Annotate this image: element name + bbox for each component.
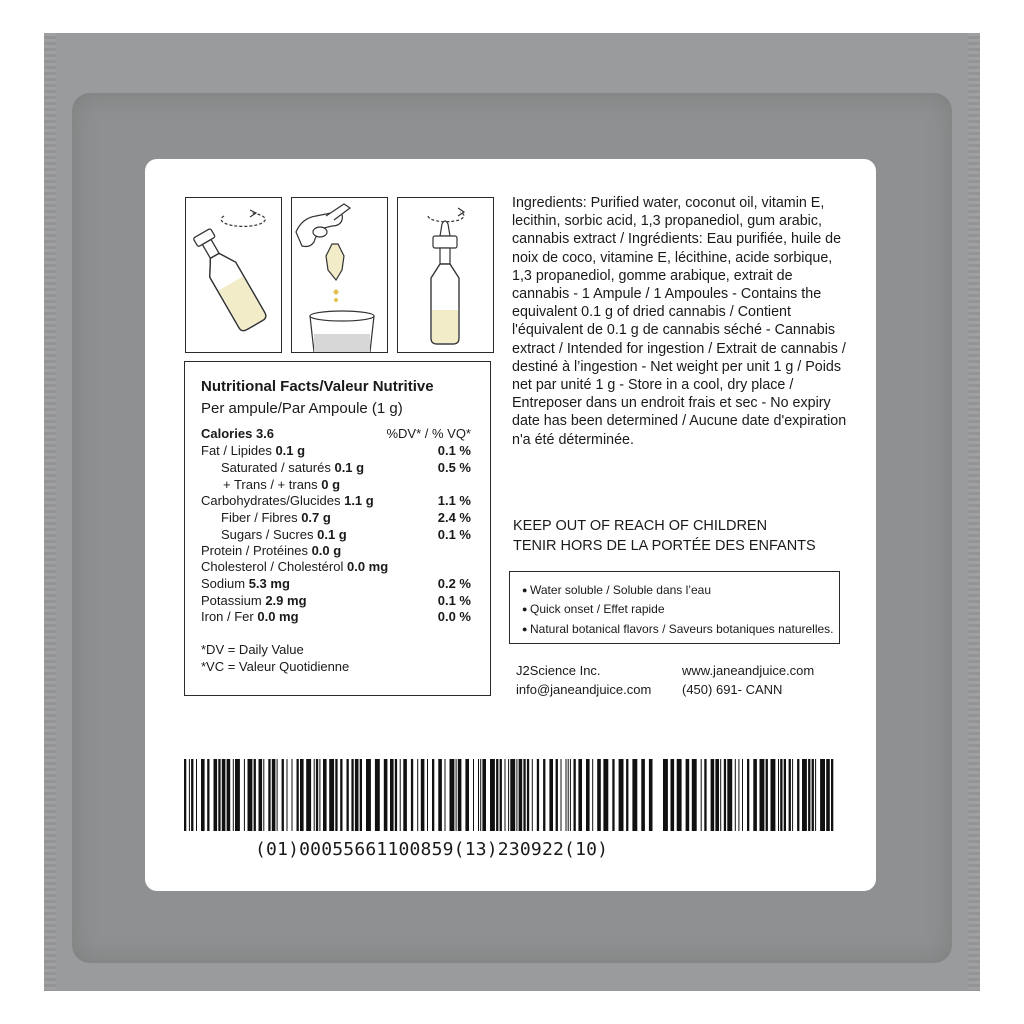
barcode-bar: [319, 759, 320, 831]
barcode-bar: [432, 759, 434, 831]
barcode-bar: [641, 759, 645, 831]
barcode-bar: [189, 759, 190, 831]
step-3-twist-cap-icon: [397, 197, 494, 353]
barcode-bar: [235, 759, 240, 831]
barcode-bar: [259, 759, 263, 831]
barcode-number: (01)00055661100859(13)230922(10): [255, 839, 609, 860]
barcode-bar: [808, 759, 810, 831]
barcode-bar: [704, 759, 706, 831]
barcode-bar: [277, 759, 278, 831]
barcode-bar: [323, 759, 327, 831]
barcode-bar: [735, 759, 736, 831]
barcode-bar: [753, 759, 757, 831]
barcode-bar: [395, 759, 397, 831]
barcode-bar: [196, 759, 197, 831]
barcode-bar: [537, 759, 539, 831]
barcode-bar: [780, 759, 782, 831]
barcode-bar: [458, 759, 462, 831]
seal-edge-left: [44, 33, 56, 991]
barcode-bar: [692, 759, 697, 831]
barcode-bar: [480, 759, 481, 831]
barcode-bar: [184, 759, 186, 831]
barcode-bar: [218, 759, 220, 831]
barcode-bar: [306, 759, 311, 831]
barcode-bar: [578, 759, 582, 831]
barcode-bar: [802, 759, 807, 831]
barcode-bar: [532, 759, 533, 831]
bullet-icon: ●: [522, 585, 528, 595]
barcode-bar: [543, 759, 545, 831]
barcode-bar: [671, 759, 675, 831]
bullet-icon: ●: [522, 604, 528, 614]
barcode-bar: [282, 759, 284, 831]
barcode-bar: [701, 759, 702, 831]
barcode-bar: [351, 759, 353, 831]
barcode-bar: [214, 759, 218, 831]
barcode-bar: [400, 759, 401, 831]
nutrition-row-calories: Calories 3.6 %DV* / % VQ*: [201, 426, 471, 441]
nutrition-row-saturated: Saturated / saturés 0.1 g 0.5 %: [221, 460, 471, 475]
barcode-bar: [549, 759, 553, 831]
barcode: [184, 759, 836, 831]
barcode-bar: [411, 759, 413, 831]
barcode-bar: [421, 759, 425, 831]
barcode-bar: [366, 759, 371, 831]
barcode-bar: [427, 759, 428, 831]
nutrition-row-fiber: Fiber / Fibres 0.7 g 2.4 %: [221, 510, 471, 525]
nutrition-row-carbohydrates: Carbohydrates/Glucides 1.1 g 1.1 %: [201, 493, 471, 508]
barcode-bar: [287, 759, 288, 831]
barcode-bar: [826, 759, 830, 831]
barcode-bar: [272, 759, 276, 831]
nutrition-title: Nutritional Facts/Valeur Nutritive: [201, 378, 434, 395]
barcode-bar: [792, 759, 793, 831]
nutrition-facts-table: [184, 361, 491, 696]
barcode-bar: [201, 759, 205, 831]
barcode-bar: [663, 759, 668, 831]
barcode-bar: [473, 759, 474, 831]
barcode-bar: [619, 759, 624, 831]
barcode-bar: [505, 759, 506, 831]
barcode-bar: [527, 759, 529, 831]
barcode-bar: [297, 759, 299, 831]
barcode-bar: [292, 759, 293, 831]
barcode-bar: [570, 759, 571, 831]
barcode-bar: [478, 759, 479, 831]
barcode-bar: [771, 759, 776, 831]
barcode-bar: [445, 759, 446, 831]
barcode-bar: [612, 759, 614, 831]
nutrition-row-sodium: Sodium 5.3 mg 0.2 %: [201, 576, 471, 591]
barcode-bar: [438, 759, 442, 831]
barcode-bar: [784, 759, 786, 831]
barcode-bar: [586, 759, 590, 831]
barcode-bar: [508, 759, 509, 831]
serving-size: Per ampule/Par Ampoule (1 g): [201, 400, 403, 417]
barcode-bar: [574, 759, 576, 831]
barcode-bar: [329, 759, 334, 831]
barcode-bar: [597, 759, 601, 831]
barcode-bar: [490, 759, 495, 831]
barcode-bar: [561, 759, 562, 831]
barcode-bar: [355, 759, 359, 831]
contact-phone: (450) 691- CANN: [682, 682, 783, 697]
barcode-bar: [831, 759, 833, 831]
barcode-bar: [510, 759, 515, 831]
barcode-bar: [465, 759, 469, 831]
barcode-bar: [649, 759, 653, 831]
barcode-bar: [715, 759, 719, 831]
barcode-bar: [556, 759, 558, 831]
step-1-twist-icon: [185, 197, 282, 353]
barcode-bar: [316, 759, 318, 831]
barcode-bar: [778, 759, 779, 831]
barcode-bar: [500, 759, 502, 831]
barcode-bar: [207, 759, 209, 831]
child-warning-fr: TENIR HORS DE LA PORTÉE DES ENFANTS: [513, 538, 816, 554]
barcode-bar: [592, 759, 593, 831]
bullet-icon: ●: [522, 624, 528, 634]
barcode-bar: [300, 759, 304, 831]
child-warning-en: KEEP OUT OF REACH OF CHILDREN: [513, 518, 768, 534]
barcode-bar: [263, 759, 264, 831]
barcode-bar: [711, 759, 715, 831]
barcode-bar: [390, 759, 394, 831]
barcode-bar: [677, 759, 682, 831]
barcode-bar: [482, 759, 486, 831]
barcode-bar: [456, 759, 457, 831]
barcode-bar: [603, 759, 608, 831]
barcode-bar: [720, 759, 721, 831]
barcode-bar: [727, 759, 732, 831]
barcode-bar: [815, 759, 816, 831]
barcode-bar: [523, 759, 525, 831]
barcode-bar: [254, 759, 256, 831]
barcode-bar: [738, 759, 739, 831]
barcode-bar: [268, 759, 270, 831]
seal-edge-right: [968, 33, 980, 991]
nutrition-note-vc: *VC = Valeur Quotidienne: [201, 659, 350, 674]
nutrition-note-dv: *DV = Daily Value: [201, 642, 304, 657]
barcode-bar: [789, 759, 791, 831]
nutrition-row-fat: Fat / Lipides 0.1 g 0.1 %: [201, 443, 471, 458]
barcode-bar: [347, 759, 349, 831]
barcode-bar: [335, 759, 337, 831]
barcode-bar: [519, 759, 523, 831]
company-name: J2Science Inc.: [516, 663, 601, 678]
barcode-bar: [760, 759, 765, 831]
nutrition-row-protein: Protein / Protéines 0.0 g: [201, 543, 342, 558]
barcode-bar: [360, 759, 362, 831]
nutrition-row-iron: Iron / Fer 0.0 mg 0.0 %: [201, 609, 471, 624]
barcode-bar: [191, 759, 193, 831]
barcode-bar: [340, 759, 342, 831]
barcode-bar: [248, 759, 253, 831]
barcode-bar: [227, 759, 231, 831]
barcode-bar: [568, 759, 569, 831]
nutrition-row-cholesterol: Cholesterol / Cholestérol 0.0 mg: [201, 559, 389, 574]
feature-item: ● Natural botanical flavors / Saveurs botaniques naturelles.: [522, 622, 834, 636]
barcode-bar: [222, 759, 226, 831]
barcode-bar: [766, 759, 768, 831]
nutrition-row-potassium: Potassium 2.9 mg 0.1 %: [201, 593, 471, 608]
features-list: [509, 571, 840, 644]
nutrition-row-trans: + Trans / + trans 0 g: [223, 477, 341, 492]
feature-item: ● Water soluble / Soluble dans l’eau: [522, 583, 711, 597]
barcode-bar: [686, 759, 690, 831]
barcode-bar: [384, 759, 388, 831]
barcode-bar: [314, 759, 315, 831]
barcode-bar: [812, 759, 814, 831]
contact-email: info@janeandjuice.com: [516, 682, 652, 697]
barcode-bar: [626, 759, 628, 831]
ingredients-text: Ingredients: Purified water, coconut oil, vitamin E, lecithin, sorbic acid, 1,3 propanediol, gum arabic, cannabis extract / Ingrédients: Eau purifiée, huile de noix de coco, vitamine E, lécithine, acide sorbique, 1,3 propanediol, gomme arabique, extrait de cannabis - 1 Ampule / 1 Ampoules - Contains the equivalent 0.1 g of dried cannabis / Contient l'équivalent de 0.1 g de cannabis séché - Cannabis extract / Intended for ingestion / Extrait de cannabis / destiné à l’ingestion - Net weight per unit 1 g / Poids net par unité 1 g - Store in a cool, dry place / Entreposer dans un endroit frais et sec - No expiry date has been determined / Aucune date d'expiration n'a été déterminée.: [512, 195, 847, 448]
barcode-bar: [244, 759, 245, 831]
barcode-bar: [566, 759, 567, 831]
nutrition-row-sugars: Sugars / Sucres 0.1 g 0.1 %: [221, 527, 471, 542]
barcode-bar: [747, 759, 749, 831]
barcode-bar: [632, 759, 637, 831]
barcode-bar: [820, 759, 825, 831]
barcode-bar: [496, 759, 498, 831]
barcode-bar: [403, 759, 407, 831]
barcode-bar: [375, 759, 380, 831]
barcode-bar: [417, 759, 418, 831]
step-2-squeeze-icon: [291, 197, 388, 353]
barcode-bar: [516, 759, 517, 831]
contact-website: www.janeandjuice.com: [682, 663, 815, 678]
barcode-bar: [724, 759, 726, 831]
barcode-bar: [797, 759, 799, 831]
feature-item: ● Quick onset / Effet rapide: [522, 602, 665, 616]
barcode-bar: [233, 759, 234, 831]
barcode-bar: [450, 759, 455, 831]
barcode-bar: [742, 759, 743, 831]
